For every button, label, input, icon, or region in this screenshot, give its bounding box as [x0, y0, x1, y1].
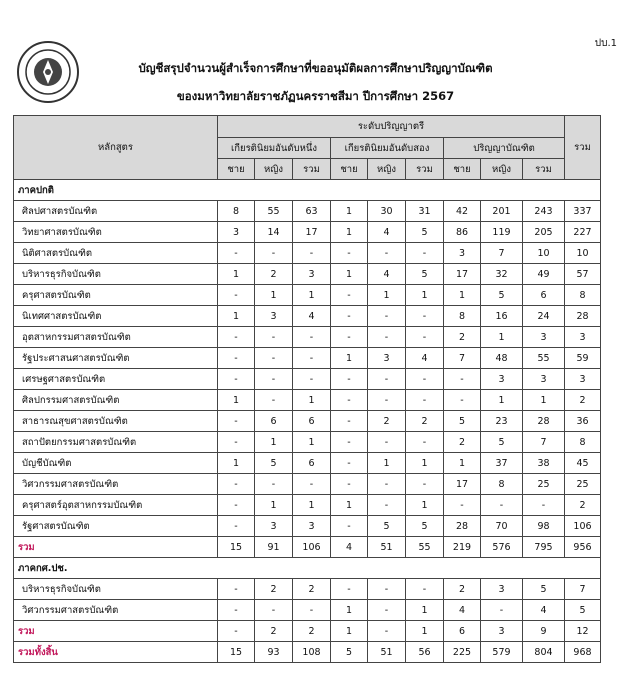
value-cell: 49 — [523, 264, 565, 285]
value-cell: 956 — [565, 537, 601, 558]
value-cell: 45 — [565, 453, 601, 474]
table-row — [14, 390, 601, 411]
section-total-row — [14, 621, 601, 642]
value-cell: 17 — [293, 222, 331, 243]
value-cell: - — [331, 432, 368, 453]
value-cell: 51 — [368, 642, 406, 663]
group-header: เกียรตินิยมอันดับหนึ่ง — [218, 138, 331, 159]
course-name: สาธารณสุขศาสตรบัณฑิต — [14, 411, 218, 432]
value-cell: - — [331, 390, 368, 411]
value-cell: - — [481, 495, 523, 516]
course-name: บริหารธุรกิจบัณฑิต — [14, 264, 218, 285]
course-name: อุตสาหกรรมศาสตรบัณฑิต — [14, 327, 218, 348]
course-name: วิทยาศาสตรบัณฑิต — [14, 222, 218, 243]
value-cell: - — [218, 516, 255, 537]
value-cell: 32 — [481, 264, 523, 285]
value-cell: - — [293, 243, 331, 264]
value-cell: 5 — [368, 516, 406, 537]
value-cell: 968 — [565, 642, 601, 663]
value-cell: - — [255, 369, 293, 390]
course-name: นิติศาสตรบัณฑิต — [14, 243, 218, 264]
value-cell: - — [293, 348, 331, 369]
value-cell: 16 — [481, 306, 523, 327]
value-cell: 1 — [331, 495, 368, 516]
value-cell: - — [218, 474, 255, 495]
table-row — [14, 411, 601, 432]
value-cell: 2 — [444, 579, 481, 600]
value-cell: 5 — [481, 285, 523, 306]
value-cell: - — [331, 579, 368, 600]
value-cell: 6 — [293, 453, 331, 474]
value-cell: - — [218, 285, 255, 306]
table-row — [14, 306, 601, 327]
section-title: ภาคกศ.ปช. — [14, 558, 601, 579]
value-cell: - — [218, 327, 255, 348]
value-cell: 119 — [481, 222, 523, 243]
value-cell: 7 — [481, 243, 523, 264]
section-row — [14, 180, 601, 201]
value-cell: 2 — [565, 495, 601, 516]
value-cell: 1 — [331, 201, 368, 222]
value-cell: - — [331, 306, 368, 327]
value-cell: 28 — [444, 516, 481, 537]
value-cell: 1 — [255, 432, 293, 453]
course-header: หลักสูตร — [14, 116, 218, 180]
value-cell: 1 — [331, 222, 368, 243]
value-cell: 2 — [444, 432, 481, 453]
course-name: รัฐศาสตรบัณฑิต — [14, 516, 218, 537]
value-cell: - — [255, 243, 293, 264]
value-cell: 6 — [444, 621, 481, 642]
value-cell: 7 — [565, 579, 601, 600]
value-cell: 804 — [523, 642, 565, 663]
value-cell: - — [218, 621, 255, 642]
value-cell: 3 — [565, 327, 601, 348]
value-cell: 2 — [293, 621, 331, 642]
value-cell: 6 — [293, 411, 331, 432]
value-cell: - — [218, 432, 255, 453]
course-name: บัญชีบัณฑิต — [14, 453, 218, 474]
value-cell: 55 — [406, 537, 444, 558]
value-cell: 5 — [481, 432, 523, 453]
course-name: บริหารธุรกิจบัณฑิต — [14, 579, 218, 600]
value-cell: 12 — [565, 621, 601, 642]
course-name: รวมทั้งสิ้น — [14, 642, 218, 663]
value-cell: 2 — [255, 264, 293, 285]
value-cell: - — [368, 621, 406, 642]
value-cell: 576 — [481, 537, 523, 558]
value-cell: 1 — [331, 600, 368, 621]
value-cell: 1 — [293, 495, 331, 516]
value-cell: 55 — [255, 201, 293, 222]
value-cell: - — [218, 411, 255, 432]
value-cell: 59 — [565, 348, 601, 369]
value-cell: 3 — [368, 348, 406, 369]
value-cell: 51 — [368, 537, 406, 558]
value-cell: - — [218, 579, 255, 600]
page-number: ปบ.1 — [594, 38, 617, 49]
value-cell: - — [406, 432, 444, 453]
table-row — [14, 348, 601, 369]
value-cell: 205 — [523, 222, 565, 243]
value-cell: - — [331, 285, 368, 306]
value-cell: 15 — [218, 642, 255, 663]
course-name: วิศวกรรมศาสตรบัณฑิต — [14, 474, 218, 495]
value-cell: 5 — [565, 600, 601, 621]
table-row — [14, 432, 601, 453]
value-cell: 2 — [293, 579, 331, 600]
value-cell: 795 — [523, 537, 565, 558]
sub-header: ชาย — [218, 159, 255, 180]
sub-header: หญิง — [255, 159, 293, 180]
value-cell: 337 — [565, 201, 601, 222]
value-cell: 7 — [523, 432, 565, 453]
table-row — [14, 495, 601, 516]
sub-header: ชาย — [444, 159, 481, 180]
course-name: ศิลปกรรมศาสตรบัณฑิต — [14, 390, 218, 411]
value-cell: 37 — [481, 453, 523, 474]
course-name: ครุศาสตร์อุตสาหกรรมบัณฑิต — [14, 495, 218, 516]
value-cell: 4 — [331, 537, 368, 558]
value-cell: - — [444, 390, 481, 411]
value-cell: 1 — [406, 285, 444, 306]
value-cell: 219 — [444, 537, 481, 558]
value-cell: 2 — [368, 411, 406, 432]
value-cell: - — [293, 474, 331, 495]
value-cell: 28 — [565, 306, 601, 327]
value-cell: - — [368, 390, 406, 411]
value-cell: 201 — [481, 201, 523, 222]
value-cell: 2 — [255, 621, 293, 642]
value-cell: 56 — [406, 642, 444, 663]
value-cell: 3 — [481, 579, 523, 600]
value-cell: - — [331, 474, 368, 495]
value-cell: 3 — [444, 243, 481, 264]
value-cell: - — [331, 516, 368, 537]
value-cell: 1 — [293, 285, 331, 306]
value-cell: 1 — [481, 327, 523, 348]
value-cell: - — [368, 579, 406, 600]
value-cell: 5 — [406, 222, 444, 243]
value-cell: - — [368, 474, 406, 495]
value-cell: - — [218, 369, 255, 390]
value-cell: 1 — [368, 453, 406, 474]
value-cell: 2 — [444, 327, 481, 348]
value-cell: 243 — [523, 201, 565, 222]
value-cell: 93 — [255, 642, 293, 663]
value-cell: - — [218, 495, 255, 516]
value-cell: 3 — [481, 369, 523, 390]
table-row — [14, 600, 601, 621]
value-cell: - — [255, 600, 293, 621]
value-cell: 4 — [444, 600, 481, 621]
value-cell: 2 — [565, 390, 601, 411]
value-cell: 5 — [331, 642, 368, 663]
value-cell: - — [406, 579, 444, 600]
value-cell: 579 — [481, 642, 523, 663]
value-cell: - — [368, 600, 406, 621]
value-cell: - — [481, 600, 523, 621]
value-cell: 24 — [523, 306, 565, 327]
sub-header: หญิง — [481, 159, 523, 180]
table-row — [14, 222, 601, 243]
value-cell: 1 — [218, 306, 255, 327]
value-cell: 4 — [368, 264, 406, 285]
value-cell: 10 — [523, 243, 565, 264]
value-cell: - — [406, 474, 444, 495]
course-name: รวม — [14, 621, 218, 642]
course-name: นิเทศศาสตรบัณฑิต — [14, 306, 218, 327]
value-cell: 3 — [523, 369, 565, 390]
value-cell: - — [406, 390, 444, 411]
value-cell: 1 — [331, 348, 368, 369]
table-row — [14, 201, 601, 222]
value-cell: - — [331, 327, 368, 348]
value-cell: - — [255, 327, 293, 348]
sub-header: รวม — [523, 159, 565, 180]
value-cell: 36 — [565, 411, 601, 432]
value-cell: 227 — [565, 222, 601, 243]
course-name: วิศวกรรมศาสตรบัณฑิต — [14, 600, 218, 621]
value-cell: 3 — [523, 327, 565, 348]
value-cell: 108 — [293, 642, 331, 663]
value-cell: 4 — [523, 600, 565, 621]
value-cell: 1 — [218, 264, 255, 285]
table-row — [14, 327, 601, 348]
value-cell: 55 — [523, 348, 565, 369]
table-row — [14, 516, 601, 537]
table-row — [14, 453, 601, 474]
value-cell: - — [255, 348, 293, 369]
value-cell: 2 — [255, 579, 293, 600]
value-cell: 1 — [255, 285, 293, 306]
degree-level-header: ระดับปริญญาตรี — [218, 116, 565, 138]
value-cell: 1 — [444, 453, 481, 474]
course-name: ครุศาสตรบัณฑิต — [14, 285, 218, 306]
value-cell: 70 — [481, 516, 523, 537]
table-row — [14, 579, 601, 600]
value-cell: 8 — [218, 201, 255, 222]
value-cell: 3 — [255, 516, 293, 537]
value-cell: 1 — [406, 600, 444, 621]
value-cell: 42 — [444, 201, 481, 222]
value-cell: - — [331, 453, 368, 474]
value-cell: 2 — [406, 411, 444, 432]
value-cell: 10 — [565, 243, 601, 264]
table-row — [14, 369, 601, 390]
value-cell: - — [368, 432, 406, 453]
value-cell: 31 — [406, 201, 444, 222]
value-cell: - — [368, 327, 406, 348]
value-cell: 57 — [565, 264, 601, 285]
graduates-table — [13, 115, 601, 663]
value-cell: 25 — [565, 474, 601, 495]
value-cell: 106 — [565, 516, 601, 537]
value-cell: 1 — [444, 285, 481, 306]
value-cell: 1 — [218, 453, 255, 474]
table-row — [14, 243, 601, 264]
value-cell: - — [331, 411, 368, 432]
value-cell: 4 — [293, 306, 331, 327]
value-cell: 91 — [255, 537, 293, 558]
value-cell: 6 — [523, 285, 565, 306]
value-cell: 4 — [406, 348, 444, 369]
value-cell: - — [293, 327, 331, 348]
course-name: ศิลปศาสตรบัณฑิต — [14, 201, 218, 222]
value-cell: 1 — [406, 621, 444, 642]
value-cell: 8 — [481, 474, 523, 495]
value-cell: 1 — [293, 390, 331, 411]
value-cell: - — [368, 369, 406, 390]
value-cell: 1 — [331, 264, 368, 285]
value-cell: - — [293, 369, 331, 390]
sub-header: รวม — [293, 159, 331, 180]
table-row — [14, 285, 601, 306]
value-cell: - — [331, 243, 368, 264]
value-cell: - — [444, 495, 481, 516]
value-cell: 48 — [481, 348, 523, 369]
value-cell: 6 — [255, 411, 293, 432]
value-cell: 9 — [523, 621, 565, 642]
total-header: รวม — [565, 116, 601, 180]
value-cell: - — [368, 495, 406, 516]
value-cell: 5 — [406, 516, 444, 537]
value-cell: 5 — [523, 579, 565, 600]
value-cell: 3 — [255, 306, 293, 327]
value-cell: 5 — [255, 453, 293, 474]
value-cell: 28 — [523, 411, 565, 432]
course-name: สถาปัตยกรรมศาสตรบัณฑิต — [14, 432, 218, 453]
sub-header: หญิง — [368, 159, 406, 180]
sub-header: ชาย — [331, 159, 368, 180]
value-cell: 1 — [368, 285, 406, 306]
value-cell: 30 — [368, 201, 406, 222]
value-cell: 4 — [368, 222, 406, 243]
value-cell: 1 — [293, 432, 331, 453]
value-cell: 1 — [406, 495, 444, 516]
course-name: รวม — [14, 537, 218, 558]
value-cell: 1 — [406, 453, 444, 474]
value-cell: 7 — [444, 348, 481, 369]
sub-header: รวม — [406, 159, 444, 180]
value-cell: 3 — [293, 516, 331, 537]
value-cell: 8 — [444, 306, 481, 327]
group-header: ปริญญาบัณฑิต — [444, 138, 565, 159]
value-cell: 1 — [331, 621, 368, 642]
course-name: รัฐประศาสนศาสตรบัณฑิต — [14, 348, 218, 369]
value-cell: 1 — [523, 390, 565, 411]
value-cell: - — [406, 369, 444, 390]
value-cell: 225 — [444, 642, 481, 663]
value-cell: - — [218, 600, 255, 621]
value-cell: - — [406, 306, 444, 327]
table-row — [14, 474, 601, 495]
value-cell: 3 — [293, 264, 331, 285]
value-cell: 15 — [218, 537, 255, 558]
value-cell: - — [218, 243, 255, 264]
document-subtitle: ของมหาวิทยาลัยราชภัฏนครราชสีมา ปีการศึกษา 2567 — [176, 89, 455, 103]
value-cell: - — [523, 495, 565, 516]
value-cell: 3 — [565, 369, 601, 390]
value-cell: - — [255, 390, 293, 411]
value-cell: 5 — [406, 264, 444, 285]
grand-total-row — [14, 642, 601, 663]
value-cell: - — [406, 327, 444, 348]
value-cell: 17 — [444, 474, 481, 495]
value-cell: 23 — [481, 411, 523, 432]
value-cell: - — [293, 600, 331, 621]
value-cell: 106 — [293, 537, 331, 558]
value-cell: 17 — [444, 264, 481, 285]
value-cell: - — [218, 348, 255, 369]
value-cell: - — [255, 474, 293, 495]
value-cell: 5 — [444, 411, 481, 432]
value-cell: 8 — [565, 285, 601, 306]
value-cell: 25 — [523, 474, 565, 495]
value-cell: - — [331, 369, 368, 390]
value-cell: 1 — [255, 495, 293, 516]
value-cell: 1 — [218, 390, 255, 411]
value-cell: 3 — [218, 222, 255, 243]
course-name: เศรษฐศาสตรบัณฑิต — [14, 369, 218, 390]
value-cell: 63 — [293, 201, 331, 222]
value-cell: 86 — [444, 222, 481, 243]
value-cell: - — [444, 369, 481, 390]
value-cell: 1 — [481, 390, 523, 411]
value-cell: - — [406, 243, 444, 264]
group-header: เกียรตินิยมอันดับสอง — [331, 138, 444, 159]
value-cell: 38 — [523, 453, 565, 474]
value-cell: - — [368, 306, 406, 327]
value-cell: 8 — [565, 432, 601, 453]
section-total-row — [14, 537, 601, 558]
value-cell: 98 — [523, 516, 565, 537]
value-cell: 14 — [255, 222, 293, 243]
section-title: ภาคปกติ — [14, 180, 601, 201]
value-cell: - — [368, 243, 406, 264]
document-title: บัญชีสรุปจำนวนผู้สำเร็จการศึกษาที่ขออนุมัติผลการศึกษาปริญญาบัณฑิต — [138, 61, 493, 75]
table-row — [14, 264, 601, 285]
value-cell: 3 — [481, 621, 523, 642]
section-row — [14, 558, 601, 579]
